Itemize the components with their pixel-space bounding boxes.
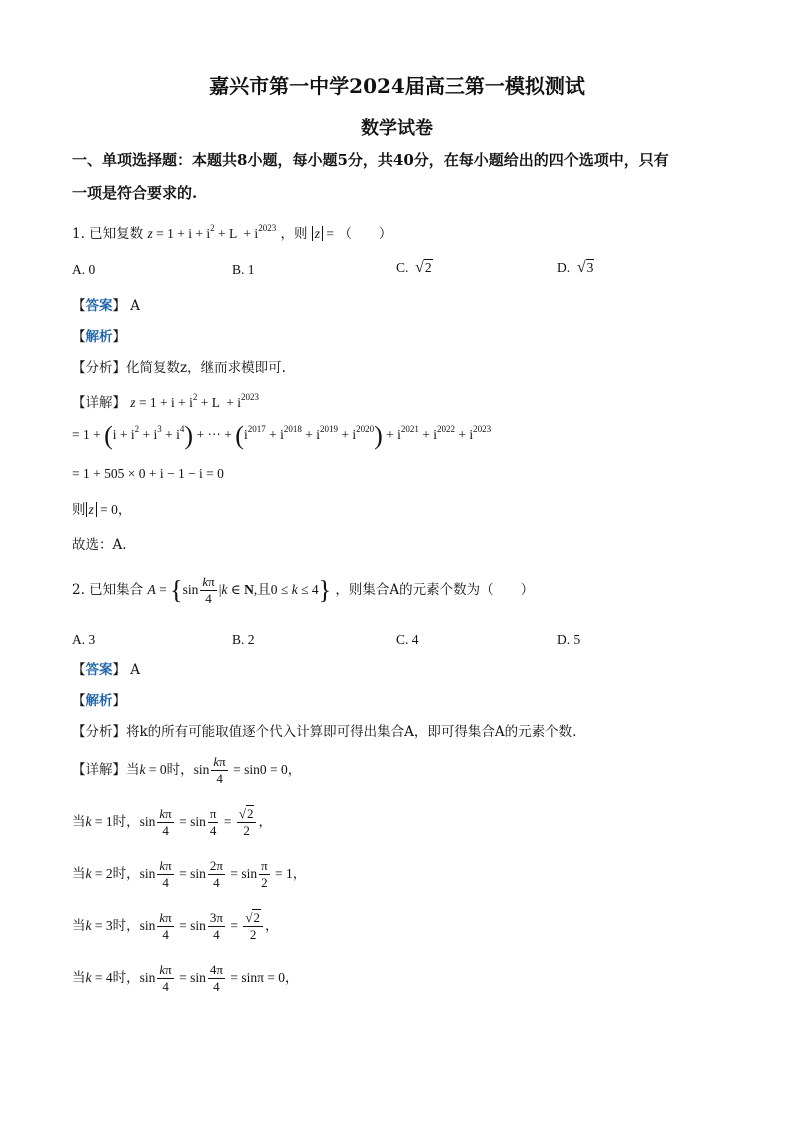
q2-analysis-label: 【解析】 [72,693,126,709]
q1-option-c: C. √2 [396,259,432,276]
q2-case-0: 【详解】当k = 0时，sin $\frac{k\pi}{4}$ = sin0 = 0， [72,754,302,786]
fenxi-tag: 分析 [85,360,113,376]
q2-stem: 2. 已知集合 A = {sin $\frac{k\pi}{4}$ |k ∈ N,且0 ≤ k ≤ 4} ，则集合A的元素个数为（ ） [72,574,535,606]
q1-detail-step1: 【详解】 $z = 1 + i + i^2 + L + i^{2023}$ [72,392,260,411]
q1-option-d: D. √3 [557,259,594,276]
analysis-tag: 解析 [85,329,113,345]
q1-option-a: A. 0 [72,262,96,277]
q2-case-1: 当k = 1时，sin $\frac{k\pi}{4}$ = sin $\frac{\pi}{4}$ = $\frac{√2}{2}$ ， [72,806,272,838]
q1-stem: 1. 已知复数 $z = 1 + i + i^2 + L + i^{2023}$ ，则 z = （ ） [72,223,393,242]
q1-detail-step4: 则 z = 0， [72,502,132,518]
section-heading-line2: 一项是符合要求的. [72,184,198,202]
q1-expression: z [147,226,153,241]
q2-answer: 【答案】 A [72,662,141,678]
answer-tag: 答案 [85,662,113,678]
q2-case-4: 当k = 4时，sin $\frac{k\pi}{4}$ = sin $\frac{4\pi}{4}$ = sinπ = 0， [72,962,299,994]
q2-option-d: D. 5 [557,632,581,647]
q1-then: ，则 [280,226,308,242]
q2-option-c: C. 4 [396,632,419,647]
q1-fenxi-text: 化简复数z，继而求模即可. [126,360,286,376]
fenxi-tag: 分析 [85,724,113,740]
q1-analysis-label: 【解析】 [72,329,126,345]
q1-suffix: （ ） [338,226,393,242]
detail-tag: 详解 [85,395,113,411]
q2-case-2: 当k = 2时，sin $\frac{k\pi}{4}$ = sin $\frac{2\pi}{4}$ = sin $\frac{\pi}{2}$ = 1， [72,858,307,890]
q2-option-b: B. 2 [232,632,255,647]
q2-fenxi-text: 将k的所有可能取值逐个代入计算即可得出集合A，即可得集合A的元素个数. [126,724,577,740]
q1-abs-z: z [312,226,323,241]
q2-suffix: ，则集合A的元素个数为（ ） [335,582,535,598]
page-title: 嘉兴市第一中学2024届高三第一模拟测试 [209,74,585,98]
detail-tag: 详解 [85,762,113,778]
q1-answer: 【答案】 A [72,298,141,314]
analysis-tag: 解析 [85,693,113,709]
q1-conclusion: 故选：A. [72,537,127,553]
q1-detail-step2: = $1 + (i + i^2 + i^3 + i^4)$ + ··· + $(i^{2017} + i^{2018} + i^{2019} + i^{2020}) + i^{2021} + i^{2022} + i^{2023}$ [72,420,492,450]
q2-answer-value: A [130,662,141,678]
q1-detail-step3: = 1 + 505 × 0 + i − 1 − i = 0 [72,466,224,481]
q1-answer-value: A [130,298,141,314]
q1-prefix: 1. 已知复数 [72,226,144,242]
q2-case-3: 当k = 3时，sin $\frac{k\pi}{4}$ = sin $\frac{3\pi}{4}$ = $\frac{√2}{2}$ ， [72,910,279,942]
q2-prefix: 2. 已知集合 [72,582,144,598]
q2-option-a: A. 3 [72,632,96,647]
q2-fenxi: 【分析】将k的所有可能取值逐个代入计算即可得出集合A，即可得集合A的元素个数. [72,724,577,740]
page-subtitle: 数学试卷 [361,118,433,139]
answer-tag: 答案 [85,298,113,314]
q1-fenxi: 【分析】化简复数z，继而求模即可. [72,360,286,376]
section-heading-line1: 一、单项选择题：本题共8小题，每小题5分，共40分，在每小题给出的四个选项中，只有 [72,151,669,169]
q1-option-b: B. 1 [232,262,255,277]
